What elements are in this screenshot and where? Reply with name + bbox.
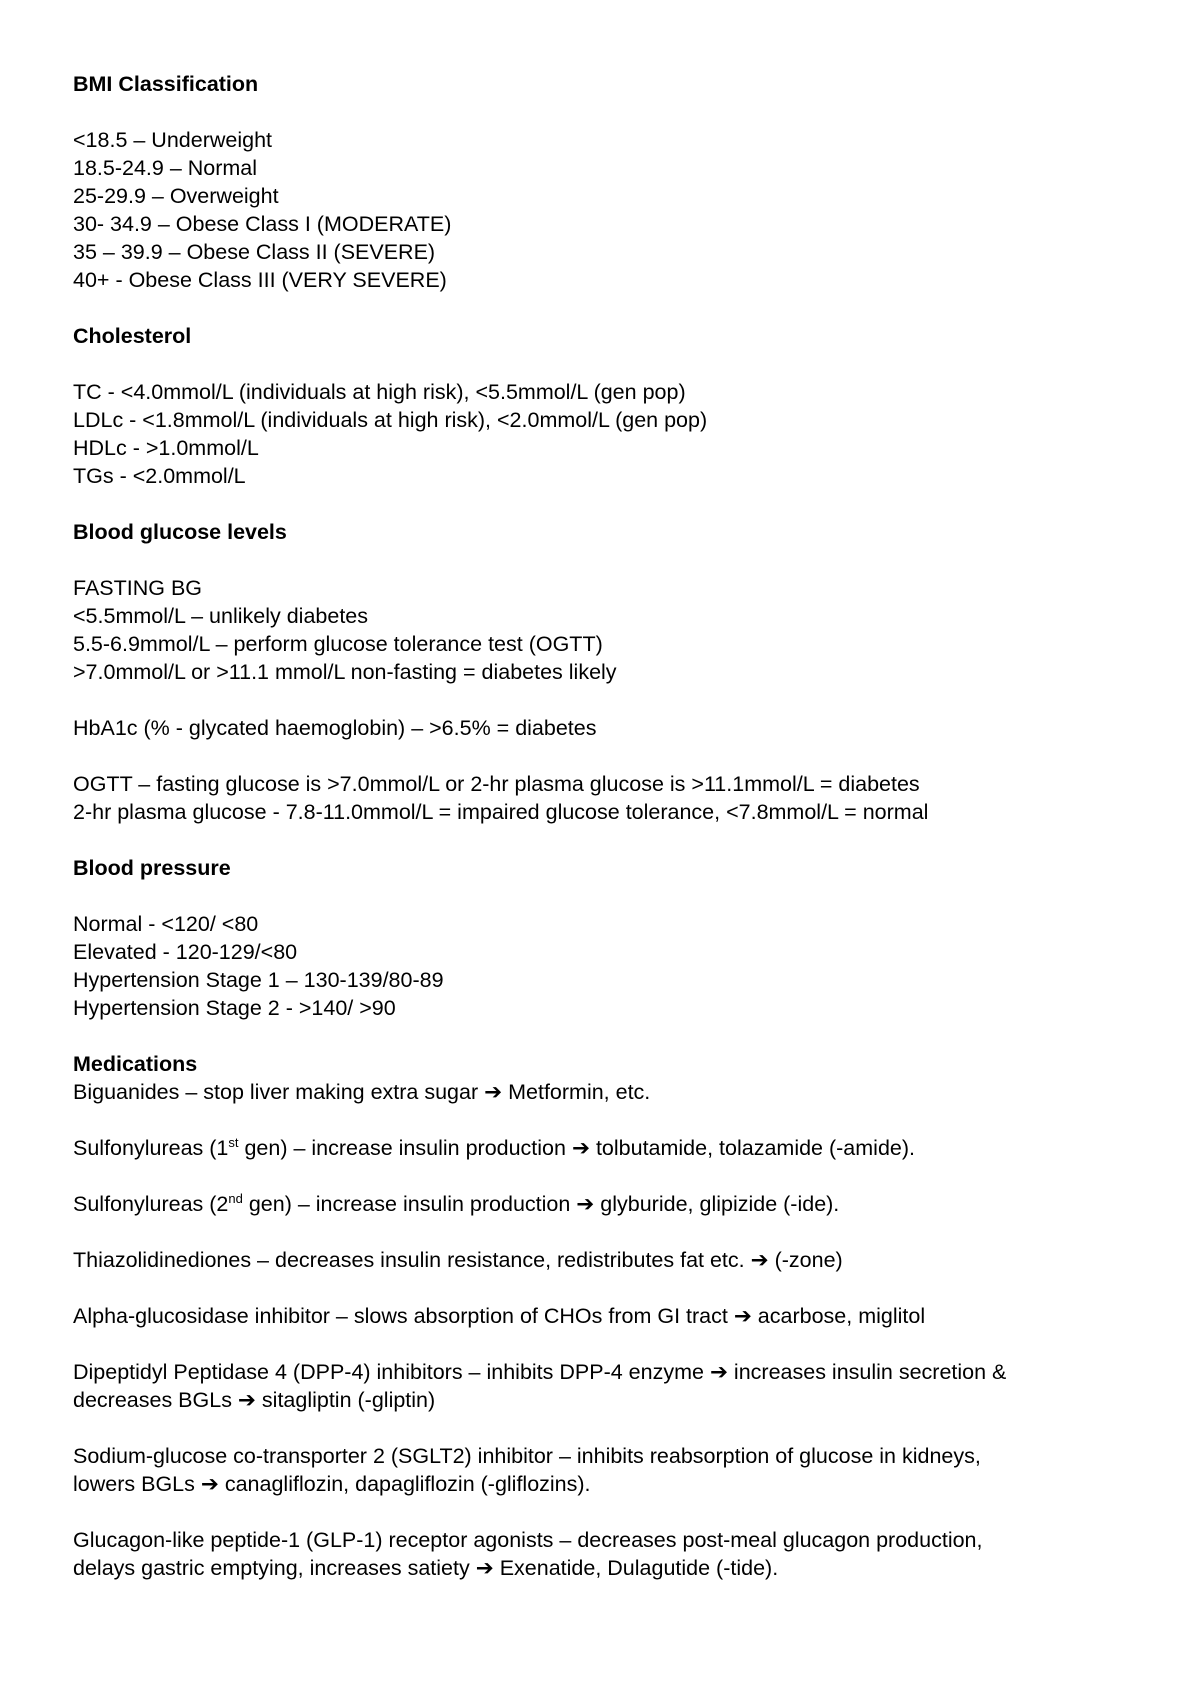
bp-line: Elevated - 120-129/<80 <box>73 940 298 964</box>
med-sglt2-line1: Sodium-glucose co-transporter 2 (SGLT2) inhibitor – inhibits reabsorption of glucose in kidneys, <box>73 1444 981 1468</box>
med-dpp4-line2: decreases BGLs ➔ sitagliptin (-gliptin) <box>73 1388 436 1412</box>
right-arrow-icon: ➔ <box>750 1248 769 1272</box>
cholesterol-line: TC - <4.0mmol/L (individuals at high risk), <5.5mmol/L (gen pop) <box>73 380 686 404</box>
bmi-line: 30- 34.9 – Obese Class I (MODERATE) <box>73 212 452 236</box>
bp-line: Normal - <120/ <80 <box>73 912 259 936</box>
right-arrow-icon: ➔ <box>576 1192 595 1216</box>
med-alpha-glucosidase: Alpha-glucosidase inhibitor – slows absorption of CHOs from GI tract ➔ acarbose, miglitol <box>73 1304 926 1328</box>
bp-line: Hypertension Stage 1 – 130-139/80-89 <box>73 968 444 992</box>
cholesterol-line: LDLc - <1.8mmol/L (individuals at high risk), <2.0mmol/L (gen pop) <box>73 408 708 432</box>
cholesterol-heading: Cholesterol <box>73 324 192 348</box>
glucose-line: <5.5mmol/L – unlikely diabetes <box>73 604 368 628</box>
bmi-heading: BMI Classification <box>73 72 259 96</box>
bp-line: Hypertension Stage 2 - >140/ >90 <box>73 996 396 1020</box>
bmi-line: 35 – 39.9 – Obese Class II (SEVERE) <box>73 240 436 264</box>
med-biguanides: Biguanides – stop liver making extra sugar ➔ Metformin, etc. <box>73 1080 651 1104</box>
med-glp1-line2: delays gastric emptying, increases satiety ➔ Exenatide, Dulagutide (-tide). <box>73 1556 779 1580</box>
medications-heading: Medications <box>73 1052 198 1076</box>
med-dpp4-line1: Dipeptidyl Peptidase 4 (DPP-4) inhibitors – inhibits DPP-4 enzyme ➔ increases insulin secretion & <box>73 1360 1007 1384</box>
right-arrow-icon: ➔ <box>571 1136 590 1160</box>
med-glp1-line1: Glucagon-like peptide-1 (GLP-1) receptor agonists – decreases post-meal glucagon production, <box>73 1528 983 1552</box>
glucose-line: 5.5-6.9mmol/L – perform glucose tolerance test (OGTT) <box>73 632 603 656</box>
right-arrow-icon: ➔ <box>484 1080 503 1104</box>
ogtt-line: 2-hr plasma glucose - 7.8-11.0mmol/L = impaired glucose tolerance, <7.8mmol/L = normal <box>73 800 929 824</box>
ogtt-line: OGTT – fasting glucose is >7.0mmol/L or 2-hr plasma glucose is >11.1mmol/L = diabetes <box>73 772 920 796</box>
med-sglt2-line2: lowers BGLs ➔ canagliflozin, dapagliflozin (-gliflozins). <box>73 1472 591 1496</box>
right-arrow-icon: ➔ <box>200 1472 219 1496</box>
hba1c-line: HbA1c (% - glycated haemoglobin) – >6.5% = diabetes <box>73 716 597 740</box>
glucose-heading: Blood glucose levels <box>73 520 287 544</box>
bmi-line: 18.5-24.9 – Normal <box>73 156 258 180</box>
right-arrow-icon: ➔ <box>237 1388 256 1412</box>
bp-heading: Blood pressure <box>73 856 231 880</box>
right-arrow-icon: ➔ <box>475 1556 494 1580</box>
right-arrow-icon: ➔ <box>733 1304 752 1328</box>
med-sulfonylureas-2nd: Sulfonylureas (2nd gen) – increase insulin production ➔ glyburide, glipizide (-ide). <box>73 1191 840 1216</box>
glucose-line: FASTING BG <box>73 576 203 600</box>
bmi-line: 40+ - Obese Class III (VERY SEVERE) <box>73 268 447 292</box>
med-thiazolidinediones: Thiazolidinediones – decreases insulin resistance, redistributes fat etc. ➔ (-zone) <box>73 1248 843 1272</box>
right-arrow-icon: ➔ <box>709 1360 728 1384</box>
bmi-line: <18.5 – Underweight <box>73 128 273 152</box>
bmi-line: 25-29.9 – Overweight <box>73 184 279 208</box>
cholesterol-line: TGs - <2.0mmol/L <box>73 464 246 488</box>
cholesterol-line: HDLc - >1.0mmol/L <box>73 436 259 460</box>
med-sulfonylureas-1st: Sulfonylureas (1st gen) – increase insulin production ➔ tolbutamide, tolazamide (-amide). <box>73 1135 915 1160</box>
glucose-line: >7.0mmol/L or >11.1 mmol/L non-fasting = diabetes likely <box>73 660 617 684</box>
